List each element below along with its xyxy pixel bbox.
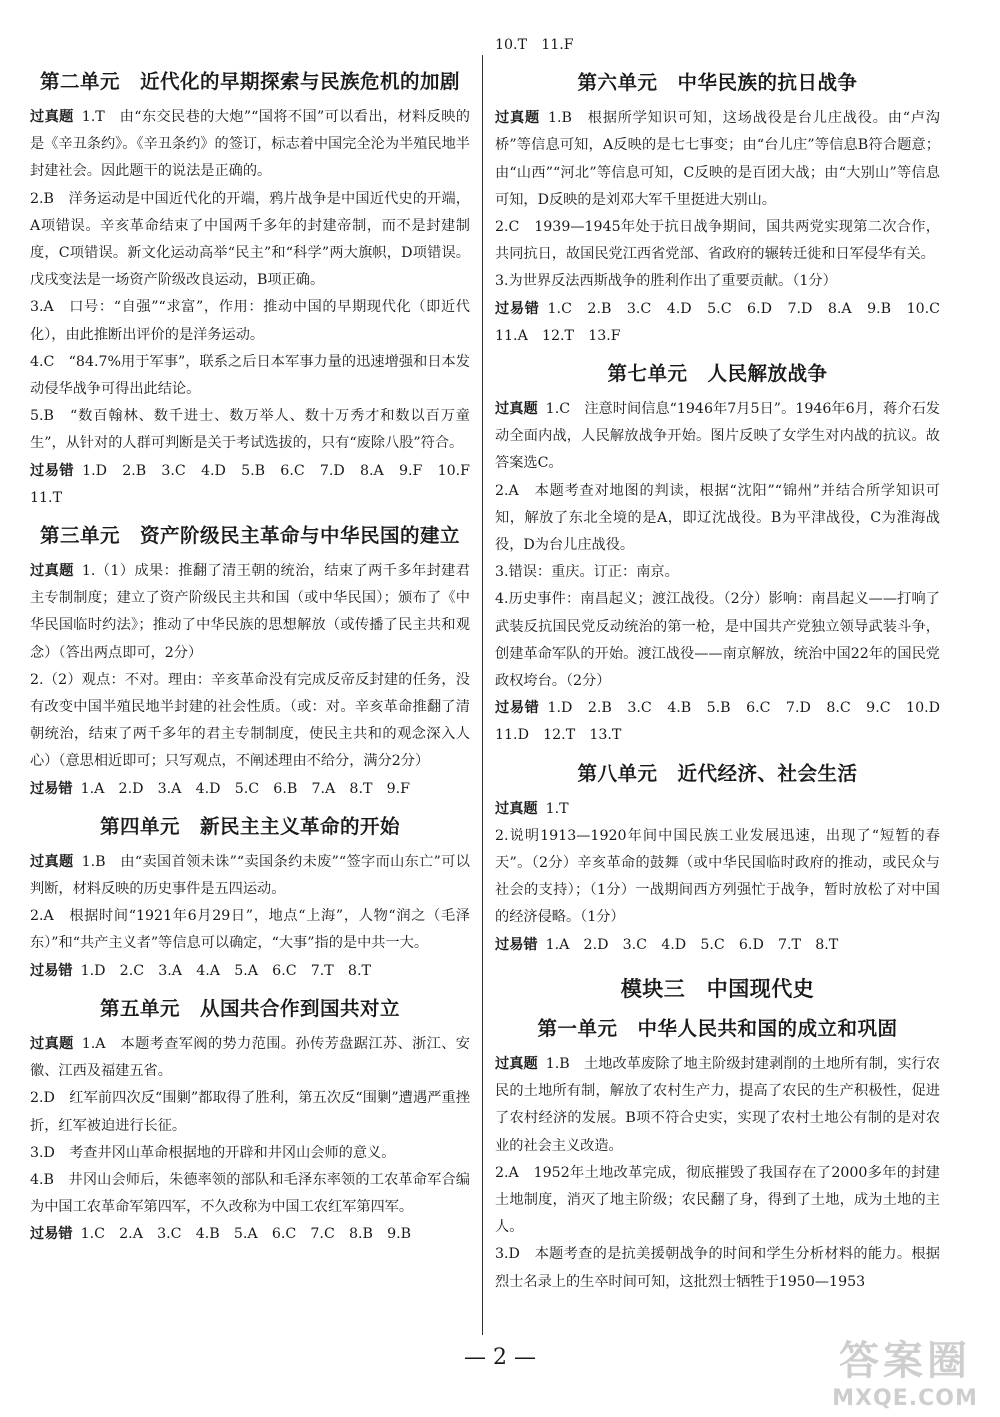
answer-group: [30, 458, 485, 512]
answer-text: 2.A 本题考查对地图的判读，根据“沈阳”“锦州”并结合所学知识可知，解放了东北全境的是A，即辽沈战役。B为平津战役，C为淮海战役，D为台儿庄战役。: [495, 482, 940, 554]
left-column: [30, 58, 485, 1249]
answer-text: 1.B 根据所学知识可知，这场战役是台儿庄战役。由“卢沟桥”等信息可知，A反映的是七七事变；由“台儿庄”等信息B符合题意；由“山西”“河北”等信息可知，C反映的是百团大战；由“大别山”等信息可知，D反映的是刘邓大军千里挺进大别山。: [495, 110, 940, 208]
answer-item: [495, 586, 940, 695]
answer-group: [30, 558, 470, 667]
answer-group: [30, 104, 470, 186]
answer-label: 过易错: [495, 300, 540, 317]
answer-label: 过易错: [30, 462, 75, 479]
answer-group: [495, 396, 940, 478]
answer-text: 2.B 洋务运动是中国近代化的开端，鸦片战争是中国近代史的开端，A项错误。辛亥革命结束了中国两千多年的封建帝制，而不是封建制度，C项错误。新文化运动高举“民主”和“科学”两大旗帜，D项错误。戊戌变法是一场资产阶级改良运动，B项正确。: [30, 190, 470, 289]
answer-item: [495, 478, 940, 560]
section-heading: 第四单元 新民主主义革命的开始: [99, 814, 400, 838]
answer-text: 2.C 1939—1945年处于抗日战争期间，国共两党实现第二次合作，共同抗日，故国民党江西省党部、省政府的辗转迁徙和日军侵华有关。: [495, 219, 940, 263]
answer-text: 1.D 2.B 3.C 4.D 5.B 6.C 7.D 8.A 9.F 10.F 11.T: [30, 462, 485, 506]
answer-item: [495, 559, 940, 586]
section-heading: 第五单元 从国共合作到国共对立: [99, 996, 400, 1020]
answer-item: [30, 294, 470, 348]
answer-label: 过易错: [495, 700, 540, 717]
answer-label: 过真题: [495, 401, 538, 418]
watermark-logo: [820, 1330, 990, 1410]
answer-item: [495, 823, 940, 932]
answer-item: [30, 186, 470, 295]
answer-text: 2.A 根据时间“1921年6月29日”，地点“上海”，人物“润之（毛泽东）”和“共产主义者”等信息可以确定，“大事”指的是中共一大。: [30, 908, 470, 952]
answer-text: 3.D 本题考查的是抗美援朝战争的时间和学生分析材料的能力。根据烈士名录上的生卒时间可知，这批烈士牺牲于1950—1953: [495, 1246, 940, 1290]
answer-text: 1.A 2.D 3.C 4.D 5.C 6.D 7.T 8.T: [545, 936, 839, 953]
answer-text: 1.C 2.B 3.C 4.D 5.C 6.D 7.D 8.A 9.B 10.C 11.A 12.T 13.F: [495, 300, 955, 344]
answer-text: 4.历史事件：南昌起义；渡江战役。（2分）影响：南昌起义——打响了武装反抗国民党反动统治的第一枪，是中国共产党独立领导武装斗争，创建革命军队的开始。渡江战役——南京解放，统治中国22年的国民党政权垮台。（2分）: [495, 591, 940, 690]
answer-group: [495, 1051, 940, 1160]
answer-label: 过真题: [30, 853, 74, 870]
answer-item: [495, 1160, 940, 1242]
answer-label: 过易错: [30, 780, 73, 797]
watermark-site: MXQE.COM: [832, 1386, 978, 1411]
answer-item: [30, 903, 470, 957]
answer-text: 1.T 由“东交民巷的大炮”“国将不国”可以看出，材料反映的是《辛丑条约》。《辛丑条约》的签订，标志着中国完全沦为半殖民地半封建社会。因此题干的说法是正确的。: [30, 109, 470, 180]
section-heading: 模块三 中国现代史: [620, 976, 815, 1001]
page-number: — 2 —: [464, 1345, 536, 1370]
answer-text: 4.C “84.7%用于军事”，联系之后日本军事力量的迅速增强和日本发动侵华战争可得出此结论。: [30, 353, 470, 398]
answer-item: [30, 403, 470, 457]
answer-group: [495, 296, 955, 350]
answer-text: 1.A 2.D 3.A 4.D 5.C 6.B 7.A 8.T 9.F: [80, 780, 410, 797]
answer-item: [495, 214, 940, 268]
answer-item: [30, 1140, 470, 1167]
answer-text: 4.B 井冈山会师后，朱德率领的部队和毛泽东率领的工农革命军合编为中国工农革命军第四军，不久改称为中国工农红军第四军。: [30, 1171, 470, 1216]
answer-group: [30, 958, 470, 985]
answer-text: 1.D 2.C 3.A 4.A 5.A 6.C 7.T 8.T: [80, 962, 371, 979]
section-heading: 第八单元 近代经济、社会生活: [577, 761, 858, 785]
answer-text: 2.A 1952年土地改革完成，彻底摧毁了我国存在了2000多年的封建土地制度，消灭了地主阶级；农民翻了身，得到了土地，成为土地的主人。: [495, 1164, 940, 1236]
answer-item: [30, 1085, 470, 1139]
answer-text: 1.A 本题考查军阀的势力范围。孙传芳盘踞江苏、浙江、安徽、江西及福建五省。: [30, 1035, 470, 1080]
answer-text: 3.D 考查井冈山革命根据地的开辟和井冈山会师的意义。: [30, 1144, 396, 1161]
answer-text: 1.（1）成果：推翻了清王朝的统治，结束了两千多年封建君主专制制度；建立了资产阶级民主共和国（或中华民国）；颁布了《中华民国临时约法》；推动了中华民族的思想解放（或传播了民主共和观念）（答出两点即可，2分）: [30, 563, 470, 661]
answer-group: [495, 932, 940, 959]
answer-item: [495, 1241, 940, 1295]
answer-text: 2.D 红军前四次反“围剿”都取得了胜利，第五次反“围剿”遭遇严重挫折，红军被迫进行长征。: [30, 1090, 470, 1134]
answer-text: 1.B 由“卖国首领未诛”“卖国条约未废”“签字而山东亡”可以判断，材料反映的历史事件是五四运动。: [30, 853, 470, 898]
answer-label: 过真题: [30, 109, 74, 125]
section-heading: 第三单元 资产阶级民主革命与中华民国的建立: [39, 524, 460, 548]
answer-group: [495, 796, 940, 823]
answer-label: 过真题: [30, 1035, 74, 1052]
answer-text: 3.为世界反法西斯战争的胜利作出了重要贡献。（1分）: [495, 273, 837, 290]
answer-item: [30, 1167, 470, 1221]
answer-text: 2.（2）观点：不对。理由：辛亥革命没有完成反帝反封建的任务，没有改变中国半殖民地半封建的社会性质。（或：对。辛亥革命推翻了清朝统治，结束了两千多年的君主专制制度，使民主共和的观念深入人心）（意思相近即可；只写观点，不阐述理由不给分，满分2分）: [30, 671, 470, 770]
column-divider: [482, 55, 483, 1335]
answer-label: 过易错: [30, 962, 73, 979]
section-heading: 第二单元 近代化的早期探索与民族危机的加剧: [39, 70, 460, 93]
answer-label: 过真题: [30, 563, 74, 580]
section-heading: 第七单元 人民解放战争: [607, 362, 828, 386]
answer-text: 1.T: [545, 800, 569, 817]
answer-text: 1.D 2.B 3.C 4.B 5.B 6.C 7.D 8.C 9.C 10.D 11.D 12.T 13.T: [495, 700, 955, 744]
answer-label: 过真题: [495, 800, 538, 817]
answer-group: [30, 1031, 470, 1085]
answer-text: 1.C 2.A 3.C 4.B 5.A 6.C 7.C 8.B 9.B: [80, 1226, 412, 1243]
answer-label: 过易错: [30, 1226, 73, 1243]
answer-label: 过易错: [495, 936, 538, 953]
answer-label: 过真题: [495, 1055, 538, 1072]
answer-item: [30, 667, 470, 776]
section-heading: 第六单元 中华民族的抗日战争: [577, 71, 858, 95]
answer-group: [30, 776, 470, 803]
answer-text: 5.B “数百翰林、数千进士、数万举人、数十万秀才和数以百万童生”，从针对的人群可判断是关于考试选拔的，只有“废除八股”符合。: [30, 408, 470, 452]
answer-group: [495, 695, 955, 749]
watermark-main: 答案圈: [839, 1338, 971, 1384]
right-column: [495, 37, 955, 1296]
answer-group: [495, 105, 940, 214]
answer-text: 2.说明1913—1920年间中国民族工业发展迅速，出现了“短暂的春天”。（2分）辛亥革命的鼓舞（或中华民国临时政府的推动，或民众与社会的支持）；（1分）一战期间西方列强忙于战争，暂时放松了对中国的经济侵略。（1分）: [495, 827, 940, 926]
answer-group: [30, 1221, 470, 1248]
continued-answers: 10.T 11.F: [495, 37, 574, 53]
answer-item: [30, 349, 470, 403]
answer-group: [30, 849, 470, 903]
answer-label: 过真题: [495, 110, 540, 127]
answer-text: 1.B 土地改革废除了地主阶级封建剥削的土地所有制，实行农民的土地所有制，解放了农村生产力，提高了农民的生产积极性，促进了农村经济的发展。B项不符合史实，实现了农村土地公有制的是对农业的社会主义改造。: [495, 1055, 940, 1154]
answer-text: 3.错误：重庆。订正：南京。: [495, 564, 679, 581]
answer-text: 3.A 口号：“自强”“求富”，作用：推动中国的早期现代化（即近代化），由此推断出评价的是洋务运动。: [30, 299, 470, 343]
section-heading: 第一单元 中华人民共和国的成立和巩固: [537, 1016, 898, 1040]
answer-item: [495, 268, 940, 295]
answer-text: 1.C 注意时间信息“1946年7月5日”。1946年6月，蒋介石发动全面内战，人民解放战争开始。图片反映了女学生对内战的抗议。故答案选C。: [495, 401, 940, 472]
